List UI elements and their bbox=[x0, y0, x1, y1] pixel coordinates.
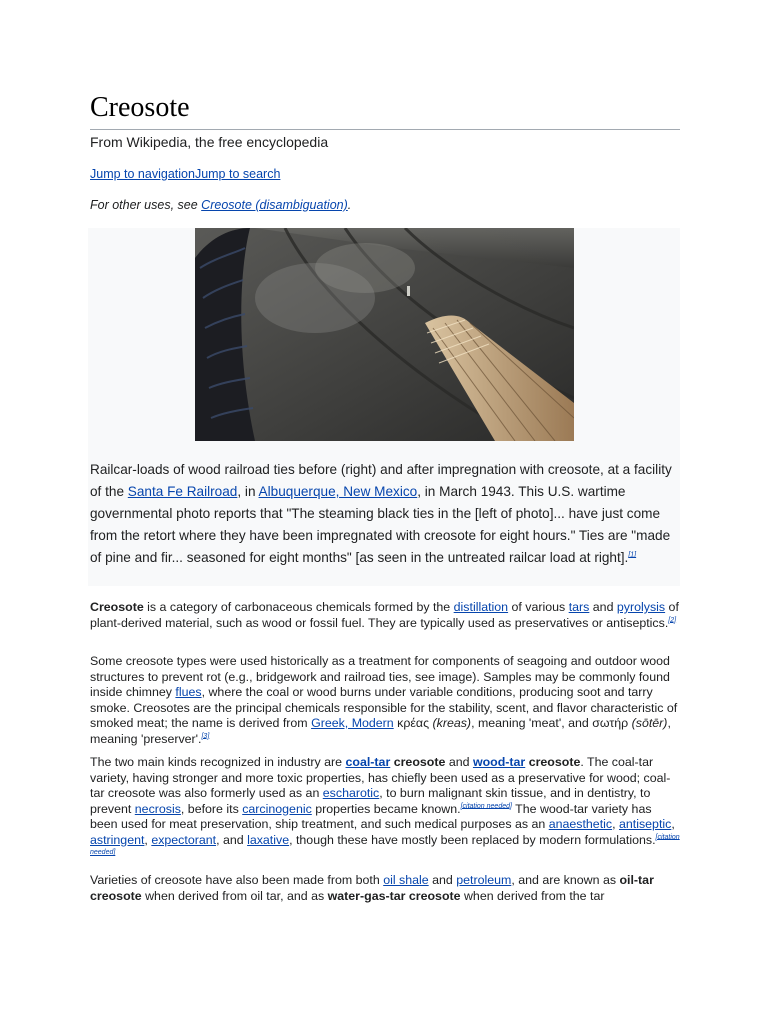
paragraph-varieties bbox=[90, 873, 680, 904]
text: The wood-tar variety has been used for meat preservation, ship treatment, and such medical purposes as an bbox=[90, 801, 652, 831]
astringent-link[interactable]: astringent bbox=[90, 832, 145, 847]
antiseptic-link[interactable]: antiseptic bbox=[618, 817, 672, 831]
anaesthetic-link[interactable]: anaesthetic bbox=[548, 817, 613, 831]
reference-3[interactable] bbox=[201, 732, 209, 739]
reference-1[interactable] bbox=[628, 551, 636, 558]
reference-2[interactable] bbox=[668, 616, 676, 623]
text: and bbox=[445, 755, 473, 769]
text: , and bbox=[216, 832, 248, 847]
text: . The coal-tar variety, having stronger and more toxic properties, has chiefly been used as a preservative for wood; coal-tar creosote was also formerly used as an bbox=[90, 755, 671, 800]
caption-text: Railcar-loads of wood railroad ties before (right) and after impregnation with creosote, at a facility of the bbox=[90, 462, 672, 499]
text: , bbox=[612, 817, 619, 831]
text: is a category of carbonaceous chemicals formed by the bbox=[143, 600, 454, 614]
jump-to-search-link[interactable]: Jump to search bbox=[194, 167, 281, 181]
distillation-link[interactable]: distillation bbox=[453, 600, 509, 614]
caption-text: , in March 1943. This U.S. wartime governmental photo reports that "The steaming black ties in the [left of photo]... have just come from the retort where they have been impregnated with creosote for eight hours." Ties are "made of pine and fir... seasoned for eight months" [as seen in the untreated railcar load at right]. bbox=[90, 484, 671, 565]
albuquerque-link[interactable]: Albuquerque, New Mexico bbox=[258, 484, 418, 499]
wood-tar-link[interactable]: wood-tar bbox=[472, 755, 526, 769]
page-title: Creosote bbox=[90, 92, 190, 123]
bold-term: Creosote bbox=[90, 600, 144, 614]
hatnote-text: For other uses, see bbox=[90, 198, 202, 212]
coal-tar-link[interactable]: coal-tar bbox=[345, 755, 391, 769]
title-divider bbox=[90, 129, 680, 130]
citation-needed-link[interactable]: [citation needed] bbox=[460, 802, 512, 810]
jump-to-navigation-link[interactable]: Jump to navigation bbox=[90, 167, 195, 181]
text: Some creosote types were used historically as a treatment for components of seagoing and outdoor wood structures to prevent rot (e.g., bridgework and railroad ties, see image). Samples may be commonly found inside chimney bbox=[90, 654, 670, 699]
text: , to burn malignant skin tissue, and in dentistry, to prevent bbox=[90, 786, 651, 816]
figure-caption bbox=[90, 459, 678, 569]
text: κρέας bbox=[393, 716, 433, 730]
bold-term: creosote bbox=[525, 755, 581, 769]
text: and bbox=[428, 873, 457, 887]
article-figure bbox=[88, 228, 680, 586]
paragraph-uses bbox=[90, 654, 680, 747]
transliteration: (sōtēr) bbox=[631, 716, 668, 730]
escharotic-link[interactable]: escharotic bbox=[322, 786, 380, 800]
greek-modern-link[interactable]: Greek, Modern bbox=[311, 716, 394, 730]
site-tagline: From Wikipedia, the free encyclopedia bbox=[90, 134, 329, 150]
necrosis-link[interactable]: necrosis bbox=[134, 801, 181, 816]
disambiguation-link[interactable]: Creosote (disambiguation) bbox=[201, 198, 348, 212]
text: , where the coal or wood burns under variable conditions, producing soot and tarry smoke. Creosotes are the principal chemicals responsible for the stability, scent, and flavor characteristic of smoked meat; the name is derived from bbox=[90, 685, 678, 730]
oil-shale-link[interactable]: oil shale bbox=[383, 873, 429, 887]
transliteration: (kreas) bbox=[432, 716, 472, 730]
text: , meaning 'preserver'. bbox=[90, 716, 671, 746]
bold-term: creosote bbox=[390, 755, 446, 769]
text: , though these have mostly been replaced by modern formulations. bbox=[289, 832, 656, 847]
paragraph-intro bbox=[90, 600, 680, 631]
laxative-link[interactable]: laxative bbox=[247, 832, 290, 847]
reference-2-link[interactable]: [2] bbox=[668, 616, 677, 624]
expectorant-link[interactable]: expectorant bbox=[151, 832, 217, 847]
reference-1-link[interactable]: [1] bbox=[628, 551, 637, 559]
hatnote-end: . bbox=[347, 198, 352, 212]
jump-links bbox=[90, 167, 280, 181]
citation-needed[interactable] bbox=[461, 802, 512, 809]
hatnote bbox=[90, 198, 351, 212]
text: , before its bbox=[180, 801, 243, 816]
caption-text: , in bbox=[237, 484, 259, 499]
text: of various bbox=[508, 600, 569, 614]
text: , and are known as bbox=[511, 873, 620, 887]
text: The two main kinds recognized in industry are bbox=[90, 755, 346, 769]
text: , bbox=[144, 832, 152, 847]
text: properties became known. bbox=[311, 801, 461, 816]
text: of plant-derived material, such as wood or fossil fuel. They are typically used as preservatives or antiseptics. bbox=[90, 600, 679, 630]
railcar-ties-photo[interactable] bbox=[195, 228, 574, 441]
text: when derived from the tar bbox=[460, 888, 605, 903]
text: when derived from oil tar, and as bbox=[141, 888, 328, 903]
pyrolysis-link[interactable]: pyrolysis bbox=[616, 600, 666, 614]
citation-needed-link[interactable]: [citation needed] bbox=[90, 833, 680, 856]
flues-link[interactable]: flues bbox=[175, 685, 202, 699]
text: and bbox=[589, 600, 617, 614]
text: Varieties of creosote have also been made from both bbox=[90, 873, 384, 887]
text: , meaning 'meat', and σωτήρ bbox=[471, 716, 632, 730]
paragraph-kinds bbox=[90, 755, 680, 864]
santa-fe-railroad-link[interactable]: Santa Fe Railroad bbox=[127, 484, 238, 499]
petroleum-link[interactable]: petroleum bbox=[456, 873, 512, 887]
bold-term: oil-tar creosote bbox=[90, 873, 654, 903]
tars-link[interactable]: tars bbox=[568, 600, 590, 614]
text: , bbox=[671, 817, 675, 831]
carcinogenic-link[interactable]: carcinogenic bbox=[242, 801, 312, 816]
reference-3-link[interactable]: [3] bbox=[201, 732, 210, 740]
bold-term: water-gas-tar creosote bbox=[327, 888, 461, 903]
